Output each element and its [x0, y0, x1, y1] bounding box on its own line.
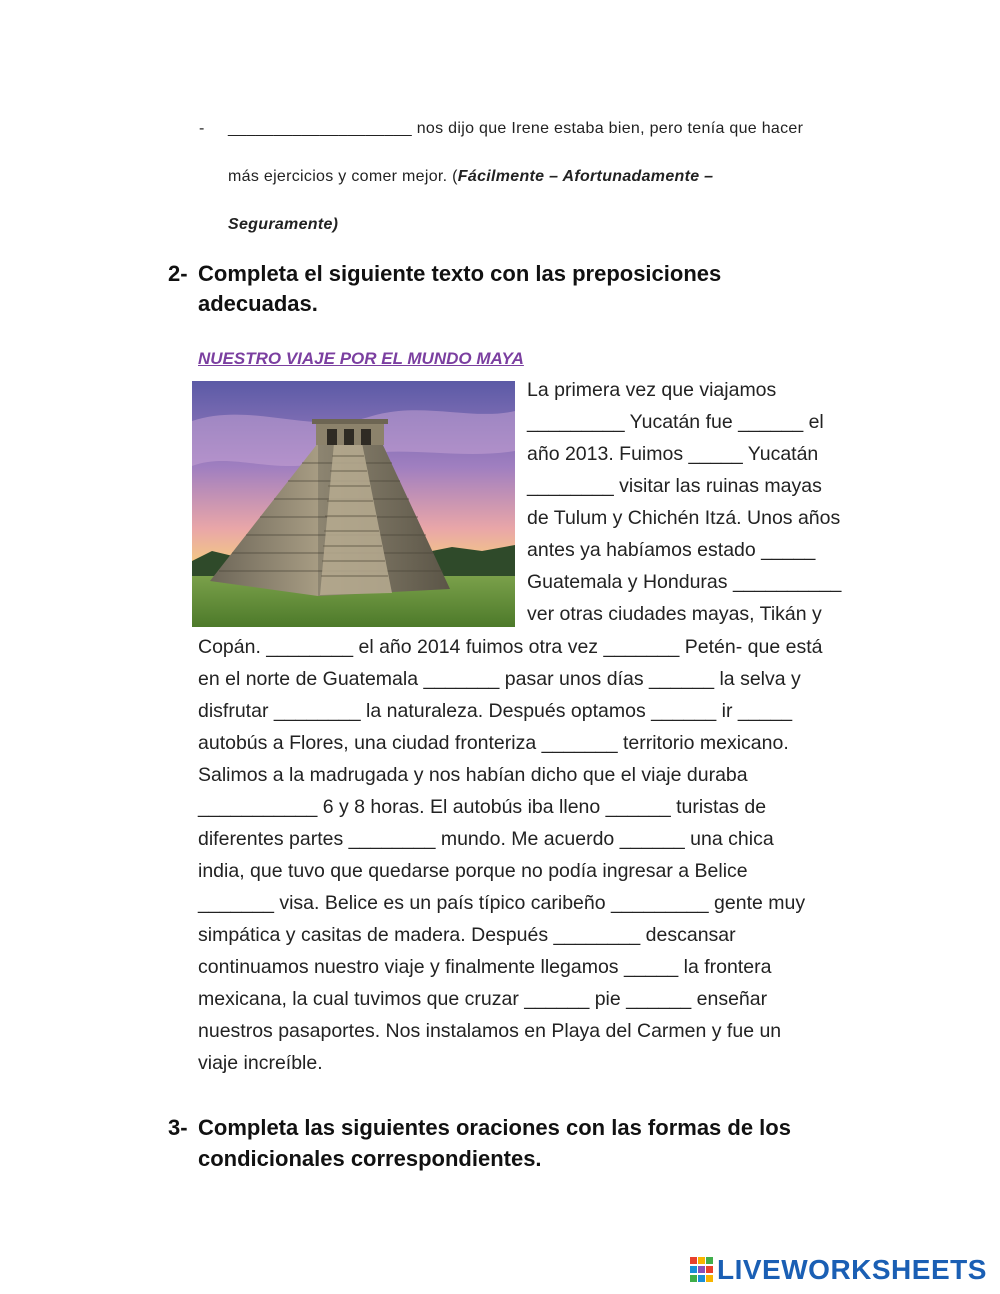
story-line: disfrutar ________ la naturaleza. Después optamos ______ ir _____: [198, 700, 793, 722]
story-title: NUESTRO VIAJE POR EL MUNDO MAYA: [198, 349, 524, 368]
exercise1-line2-prefix: más ejercicios y comer mejor. (: [228, 168, 458, 185]
story-line: _________ Yucatán fue ______ el: [527, 411, 824, 433]
story-line: ver otras ciudades mayas, Tikán y: [527, 603, 822, 625]
bullet-dash: -: [199, 120, 205, 137]
story-line: en el norte de Guatemala _______ pasar unos días ______ la selva y: [198, 668, 801, 690]
pyramid-image: [192, 381, 515, 627]
story-line: simpática y casitas de madera. Después ________ descansar: [198, 924, 736, 946]
story-line: india, que tuvo que quedarse porque no podía ingresar a Belice: [198, 860, 748, 882]
story-line: Guatemala y Honduras __________: [527, 571, 842, 593]
exercise3-number: 3-: [168, 1115, 188, 1140]
story-line: La primera vez que viajamos: [527, 379, 777, 401]
exercise3-heading-line1: Completa las siguientes oraciones con las formas de los: [198, 1115, 791, 1140]
exercise2-number: 2-: [168, 261, 188, 286]
story-line: ___________ 6 y 8 horas. El autobús iba lleno ______ turistas de: [198, 796, 767, 818]
story-line: _______ visa. Belice es un país típico caribeño _________ gente muy: [198, 892, 806, 914]
story-line: año 2013. Fuimos _____ Yucatán: [527, 443, 819, 465]
exercise1-options: Fácilmente – Afortunadamente –: [457, 168, 714, 185]
liveworksheets-logo-icon: [690, 1257, 714, 1283]
exercise1-line2: [228, 168, 713, 186]
story-line: viaje increíble.: [198, 1052, 323, 1074]
exercise1-line1: ____________________ nos dijo que Irene estaba bien, pero tenía que hacer: [228, 120, 804, 137]
story-line: Salimos a la madrugada y nos habían dicho que el viaje duraba: [198, 764, 748, 786]
liveworksheets-logo[interactable]: [690, 1253, 987, 1287]
story-line: ________ visitar las ruinas mayas: [527, 475, 822, 497]
story-line: antes ya habíamos estado _____: [527, 539, 816, 561]
story-line: de Tulum y Chichén Itzá. Unos años: [527, 507, 841, 529]
story-line: diferentes partes ________ mundo. Me acuerdo ______ una chica: [198, 828, 774, 850]
story-line: Copán. ________ el año 2014 fuimos otra vez _______ Petén- que está: [198, 636, 823, 658]
exercise3-heading-line2: condicionales correspondientes.: [198, 1146, 542, 1171]
exercise2-heading-line1: Completa el siguiente texto con las preposiciones: [198, 261, 722, 286]
exercise2-heading-line2: adecuadas.: [198, 291, 318, 316]
story-line: continuamos nuestro viaje y finalmente llegamos _____ la frontera: [198, 956, 772, 978]
story-line: mexicana, la cual tuvimos que cruzar ______ pie ______ enseñar: [198, 988, 768, 1010]
story-line: autobús a Flores, una ciudad fronteriza _______ territorio mexicano.: [198, 732, 789, 754]
story-line: nuestros pasaportes. Nos instalamos en Playa del Carmen y fue un: [198, 1020, 782, 1042]
exercise1-options-end: Seguramente): [228, 216, 339, 233]
liveworksheets-logo-text: LIVEWORKSHEETS: [717, 1254, 987, 1285]
